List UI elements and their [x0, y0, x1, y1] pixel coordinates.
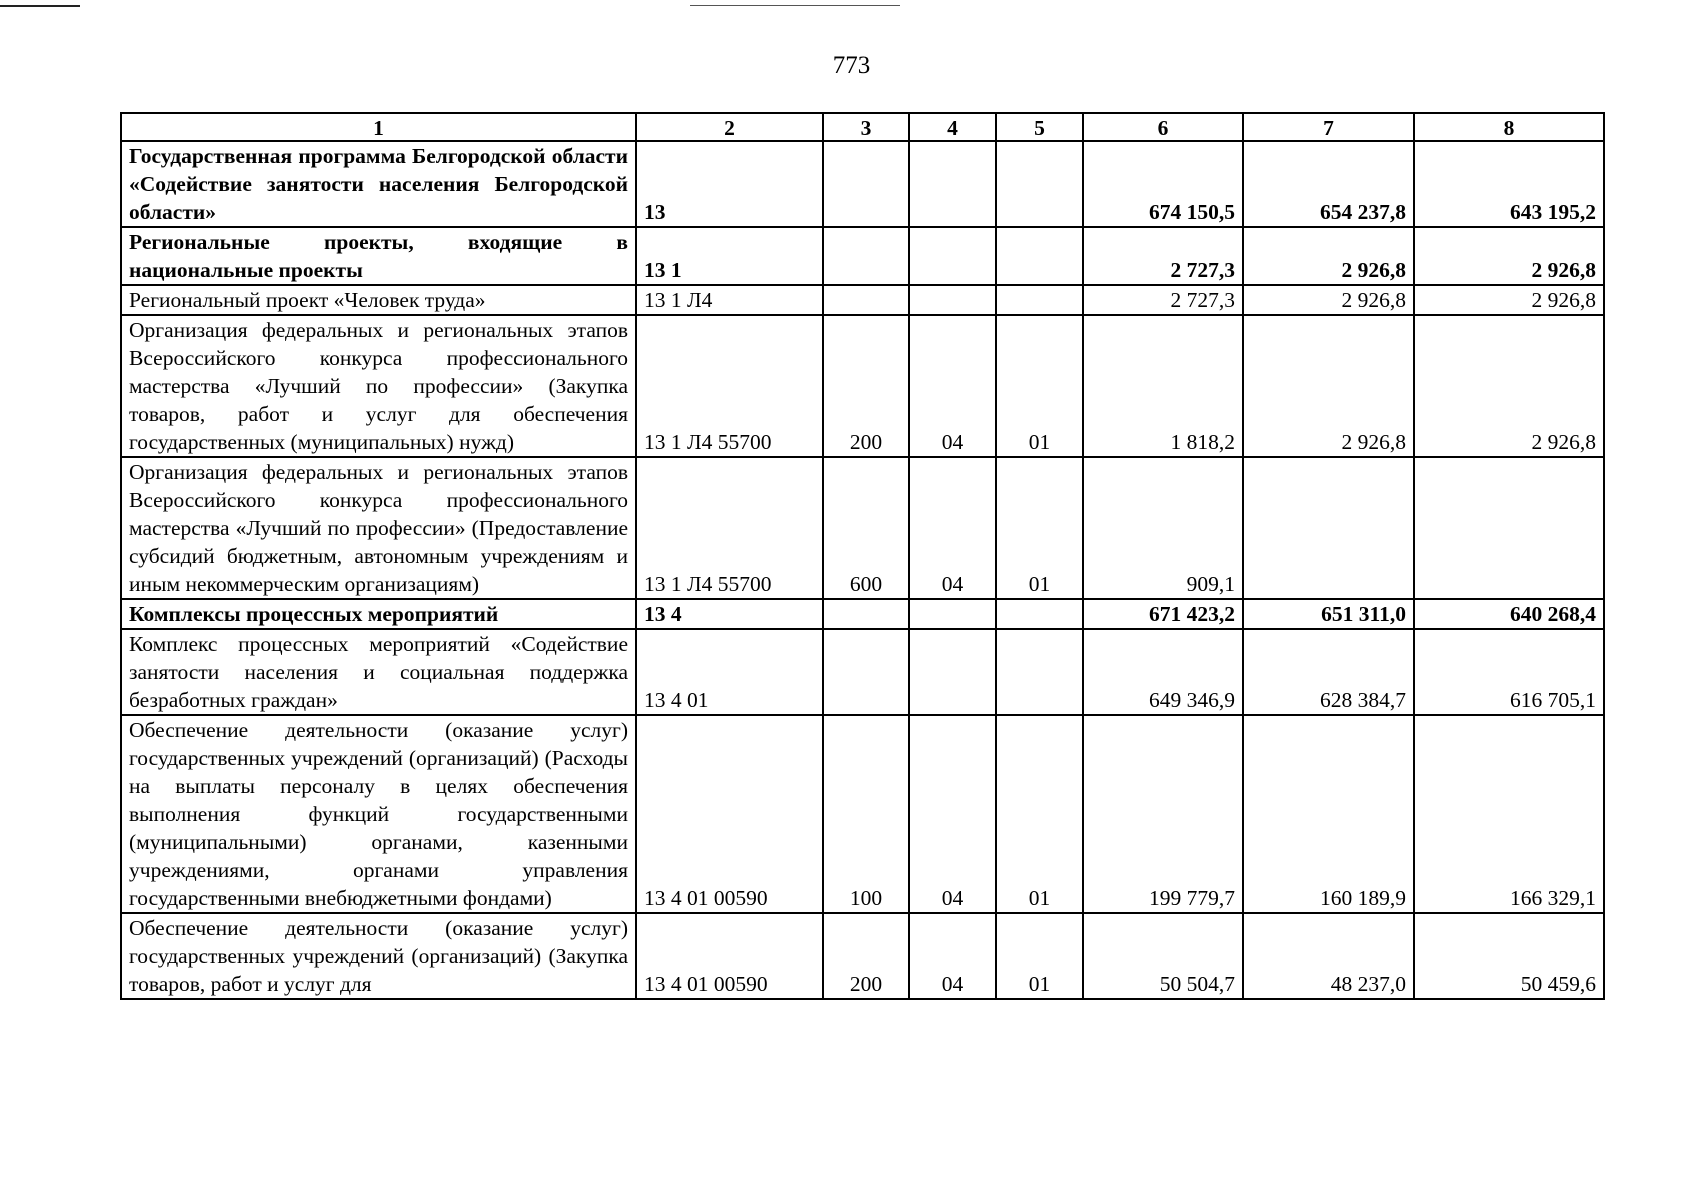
row-amount-1: 1 818,2 [1083, 315, 1243, 457]
row-name: Комплекс процессных мероприятий «Содействие занятости населения и социальная поддержка безработных граждан» [121, 629, 636, 715]
row-amount-2: 160 189,9 [1243, 715, 1414, 913]
row-pr [996, 227, 1083, 285]
column-header: 3 [823, 113, 909, 141]
table-row [121, 715, 1604, 913]
row-rz [909, 227, 996, 285]
row-pr [996, 629, 1083, 715]
row-amount-1: 674 150,5 [1083, 141, 1243, 227]
row-vr: 100 [823, 715, 909, 913]
row-code: 13 1 Л4 55700 [636, 457, 823, 599]
row-code: 13 1 [636, 227, 823, 285]
table-row [121, 227, 1604, 285]
row-amount-3: 2 926,8 [1414, 227, 1604, 285]
row-pr: 01 [996, 315, 1083, 457]
row-name: Государственная программа Белгородской области «Содействие занятости населения Белгородской области» [121, 141, 636, 227]
column-header: 7 [1243, 113, 1414, 141]
table-row [121, 315, 1604, 457]
row-rz [909, 285, 996, 315]
row-amount-3: 2 926,8 [1414, 315, 1604, 457]
row-pr: 01 [996, 457, 1083, 599]
row-amount-3 [1414, 457, 1604, 599]
column-header: 8 [1414, 113, 1604, 141]
row-pr [996, 599, 1083, 629]
row-amount-3: 616 705,1 [1414, 629, 1604, 715]
row-code: 13 4 01 00590 [636, 913, 823, 999]
row-vr [823, 285, 909, 315]
row-amount-2: 2 926,8 [1243, 285, 1414, 315]
row-vr [823, 141, 909, 227]
row-code: 13 4 [636, 599, 823, 629]
table-row [121, 629, 1604, 715]
column-header: 2 [636, 113, 823, 141]
row-amount-2 [1243, 457, 1414, 599]
row-amount-3: 2 926,8 [1414, 285, 1604, 315]
row-name: Организация федеральных и региональных этапов Всероссийского конкурса профессионального мастерства «Лучший по профессии» (Закупка товаров, работ и услуг для обеспечения государственных (муниципальных) нужд) [121, 315, 636, 457]
column-header: 4 [909, 113, 996, 141]
scan-artifact-line [690, 5, 900, 6]
row-rz [909, 599, 996, 629]
row-amount-2: 651 311,0 [1243, 599, 1414, 629]
row-amount-3: 643 195,2 [1414, 141, 1604, 227]
row-rz: 04 [909, 457, 996, 599]
row-pr [996, 141, 1083, 227]
row-name: Региональный проект «Человек труда» [121, 285, 636, 315]
column-header: 1 [121, 113, 636, 141]
row-amount-3: 50 459,6 [1414, 913, 1604, 999]
row-amount-1: 50 504,7 [1083, 913, 1243, 999]
table-row [121, 913, 1604, 999]
row-amount-2: 654 237,8 [1243, 141, 1414, 227]
table-row [121, 141, 1604, 227]
row-amount-1: 671 423,2 [1083, 599, 1243, 629]
row-vr [823, 629, 909, 715]
row-code: 13 1 Л4 55700 [636, 315, 823, 457]
row-vr: 200 [823, 315, 909, 457]
row-amount-1: 2 727,3 [1083, 285, 1243, 315]
row-amount-1: 649 346,9 [1083, 629, 1243, 715]
row-name: Обеспечение деятельности (оказание услуг) государственных учреждений (организаций) (Закупка товаров, работ и услуг для [121, 913, 636, 999]
row-pr: 01 [996, 715, 1083, 913]
table-row [121, 599, 1604, 629]
row-amount-3: 640 268,4 [1414, 599, 1604, 629]
header-row [121, 113, 1604, 141]
table-row [121, 457, 1604, 599]
row-vr: 600 [823, 457, 909, 599]
row-name: Обеспечение деятельности (оказание услуг) государственных учреждений (организаций) (Расходы на выплаты персоналу в целях обеспечения выполнения функций государственными (муниципальными) органами, казенными учреждениями, органами управления государственными внебюджетными фондами) [121, 715, 636, 913]
row-amount-1: 199 779,7 [1083, 715, 1243, 913]
row-amount-3: 166 329,1 [1414, 715, 1604, 913]
row-amount-2: 628 384,7 [1243, 629, 1414, 715]
row-code: 13 [636, 141, 823, 227]
row-amount-1: 2 727,3 [1083, 227, 1243, 285]
row-amount-1: 909,1 [1083, 457, 1243, 599]
column-header: 5 [996, 113, 1083, 141]
row-amount-2: 2 926,8 [1243, 227, 1414, 285]
row-vr: 200 [823, 913, 909, 999]
row-amount-2: 2 926,8 [1243, 315, 1414, 457]
row-rz [909, 141, 996, 227]
row-name: Комплексы процессных мероприятий [121, 599, 636, 629]
page-number: 773 [832, 52, 871, 79]
row-pr [996, 285, 1083, 315]
row-rz: 04 [909, 715, 996, 913]
table-row [121, 285, 1604, 315]
row-code: 13 4 01 [636, 629, 823, 715]
row-pr: 01 [996, 913, 1083, 999]
row-name: Региональные проекты, входящие в национальные проекты [121, 227, 636, 285]
row-name: Организация федеральных и региональных этапов Всероссийского конкурса профессионального мастерства «Лучший по профессии» (Предоставление субсидий бюджетным, автономным учреждениям и иным некоммерческим организациям) [121, 457, 636, 599]
row-vr [823, 227, 909, 285]
column-header: 6 [1083, 113, 1243, 141]
row-code: 13 4 01 00590 [636, 715, 823, 913]
row-rz: 04 [909, 913, 996, 999]
scan-artifact-line [0, 5, 80, 7]
row-rz [909, 629, 996, 715]
row-vr [823, 599, 909, 629]
budget-table [120, 112, 1605, 1000]
row-code: 13 1 Л4 [636, 285, 823, 315]
row-amount-2: 48 237,0 [1243, 913, 1414, 999]
row-rz: 04 [909, 315, 996, 457]
